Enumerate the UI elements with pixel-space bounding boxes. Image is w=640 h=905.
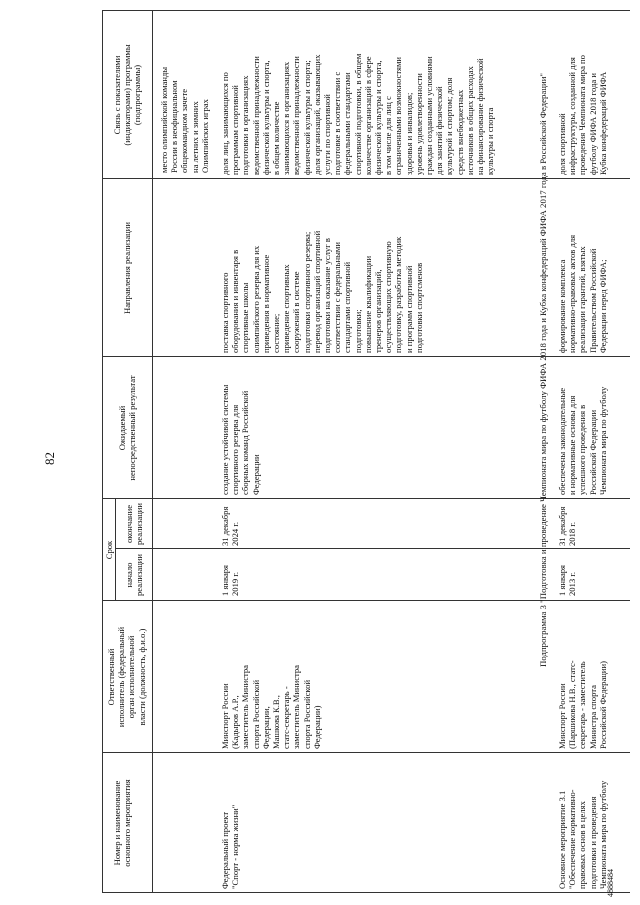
table-top-border (102, 11, 103, 893)
row2-result: обеспечены законодательные и нормативные основы для успешного проведения в Российской Федерации Чемпионата мира по футболу (557, 386, 608, 495)
term-subheader-line (115, 499, 116, 601)
header-executor-cell: Ответственный исполнитель (федеральный орган исполнительной власти (должность, ф.и.о.) (106, 626, 147, 728)
col-divider-5 (102, 356, 630, 357)
col-divider-4 (102, 498, 630, 499)
row2-directions: формирование комплекса нормативно-правовых актов для реализации гарантий, взятых Правительством Российской Федерации перед ФИФА; (557, 234, 608, 353)
header-term-start-cell: начало реализации (124, 554, 145, 596)
document-code: 4888484 (606, 869, 615, 897)
row1-name: Федеральный проект "Спорт - норма жизни" (220, 804, 241, 889)
page-number: 82 (42, 452, 57, 465)
header-name-cell: Номер и наименование основного мероприятия (112, 779, 133, 867)
row1-directions: поставка спортивного оборудования и инвентаря в спортивные школы олимпийского резерва для их приведения в нормативное состояние; приведение спортивных сооружений в системе подготовки спортивного резерва; перевод организаций спортивной подготовки на оказание услуг в соответствии с федеральными стандартами спортивной подготовки; повышение квалификации тренеров организаций, осуществляющих спортивную подготовку, разработка методик и программ спортивной подготовки спортсменов (220, 230, 424, 353)
row1-start: 1 января 2019 г. (220, 564, 241, 596)
subprogram-title: Подпрограмма 3 "Подготовка и проведение Чемпионата мира по футболу ФИФА 2018 года и Кубка конфедераций ФИФА 2017 года в Российской Федерации" (538, 73, 548, 668)
header-bottom-border (152, 11, 153, 893)
header-result-cell: Ожидаемый непосредственный результат (117, 375, 138, 481)
col-divider-6 (102, 178, 630, 179)
row2-end: 31 декабря 2018 г. (557, 506, 578, 546)
header-term-cell: Срок (104, 540, 114, 560)
continuation-text: место олимпийской команды России в неофициальном общекомандном зачете на летних и зимних Олимпийских играх (159, 66, 210, 173)
table-left-border (102, 892, 630, 893)
row1-result: создание устойчивой системы спортивного резерва для сборных команд Российской Федерации (220, 384, 261, 495)
col-divider-2 (102, 600, 630, 601)
row1-link: доля лиц, занимающихся по программам спортивной подготовки в организациях ведомственной принадлежности физической культуры и спорта, в общем количестве занимающихся в организациях ведомственной принадлежности физической культуры и спорта; доля организаций, оказывающих услуги по спортивной подготовке в соответствии с федеральными стандартами спортивной подготовки, в общем количестве организаций в сфере физической культуры и спорта, в том числе для лиц с ограниченными возможностями здоровья и инвалидов; уровень удовлетворенности граждан созданными условиями для занятий физической культурой и спортом; доля средств внебюджетных источников в общих расходах на финансирование физической культуры и спорта (220, 53, 496, 175)
row2-link: доля спортивной инфраструктуры, созданной для проведения Чемпионата мира по футболу ФИФА 2018 года и Кубка конфедераций ФИФА (557, 55, 608, 175)
row1-executor: Минспорт России (Кадыров А.Р., заместитель Министра спорта Российской Федерации, Машкова К.В., статс-секретарь - заместитель Министра спорта Российской Федерации) (220, 665, 322, 749)
col-divider-1 (102, 752, 630, 753)
row2-start: 1 января 2013 г. (557, 564, 578, 596)
col-divider-3 (115, 548, 630, 549)
header-term-end-cell: окончание реализации (124, 503, 145, 545)
header-link-cell: Связь с показателями (индикаторами) программы (подпрограммы) (112, 44, 143, 146)
row1-end: 31 декабря 2024 г. (220, 506, 241, 546)
header-directions-cell: Направления реализации (122, 222, 132, 314)
row2-executor: Минспорт России (Паршикова Н.В., статс- секретарь - заместитель Министра спорта Российской Федерации) (557, 660, 608, 749)
row2-name: Основное мероприятие 3.1 "Обеспечение нормативно- правовых основ в целях подготовки и проведения Чемпионата мира по футболу (557, 780, 608, 889)
table-right-border (102, 10, 630, 11)
